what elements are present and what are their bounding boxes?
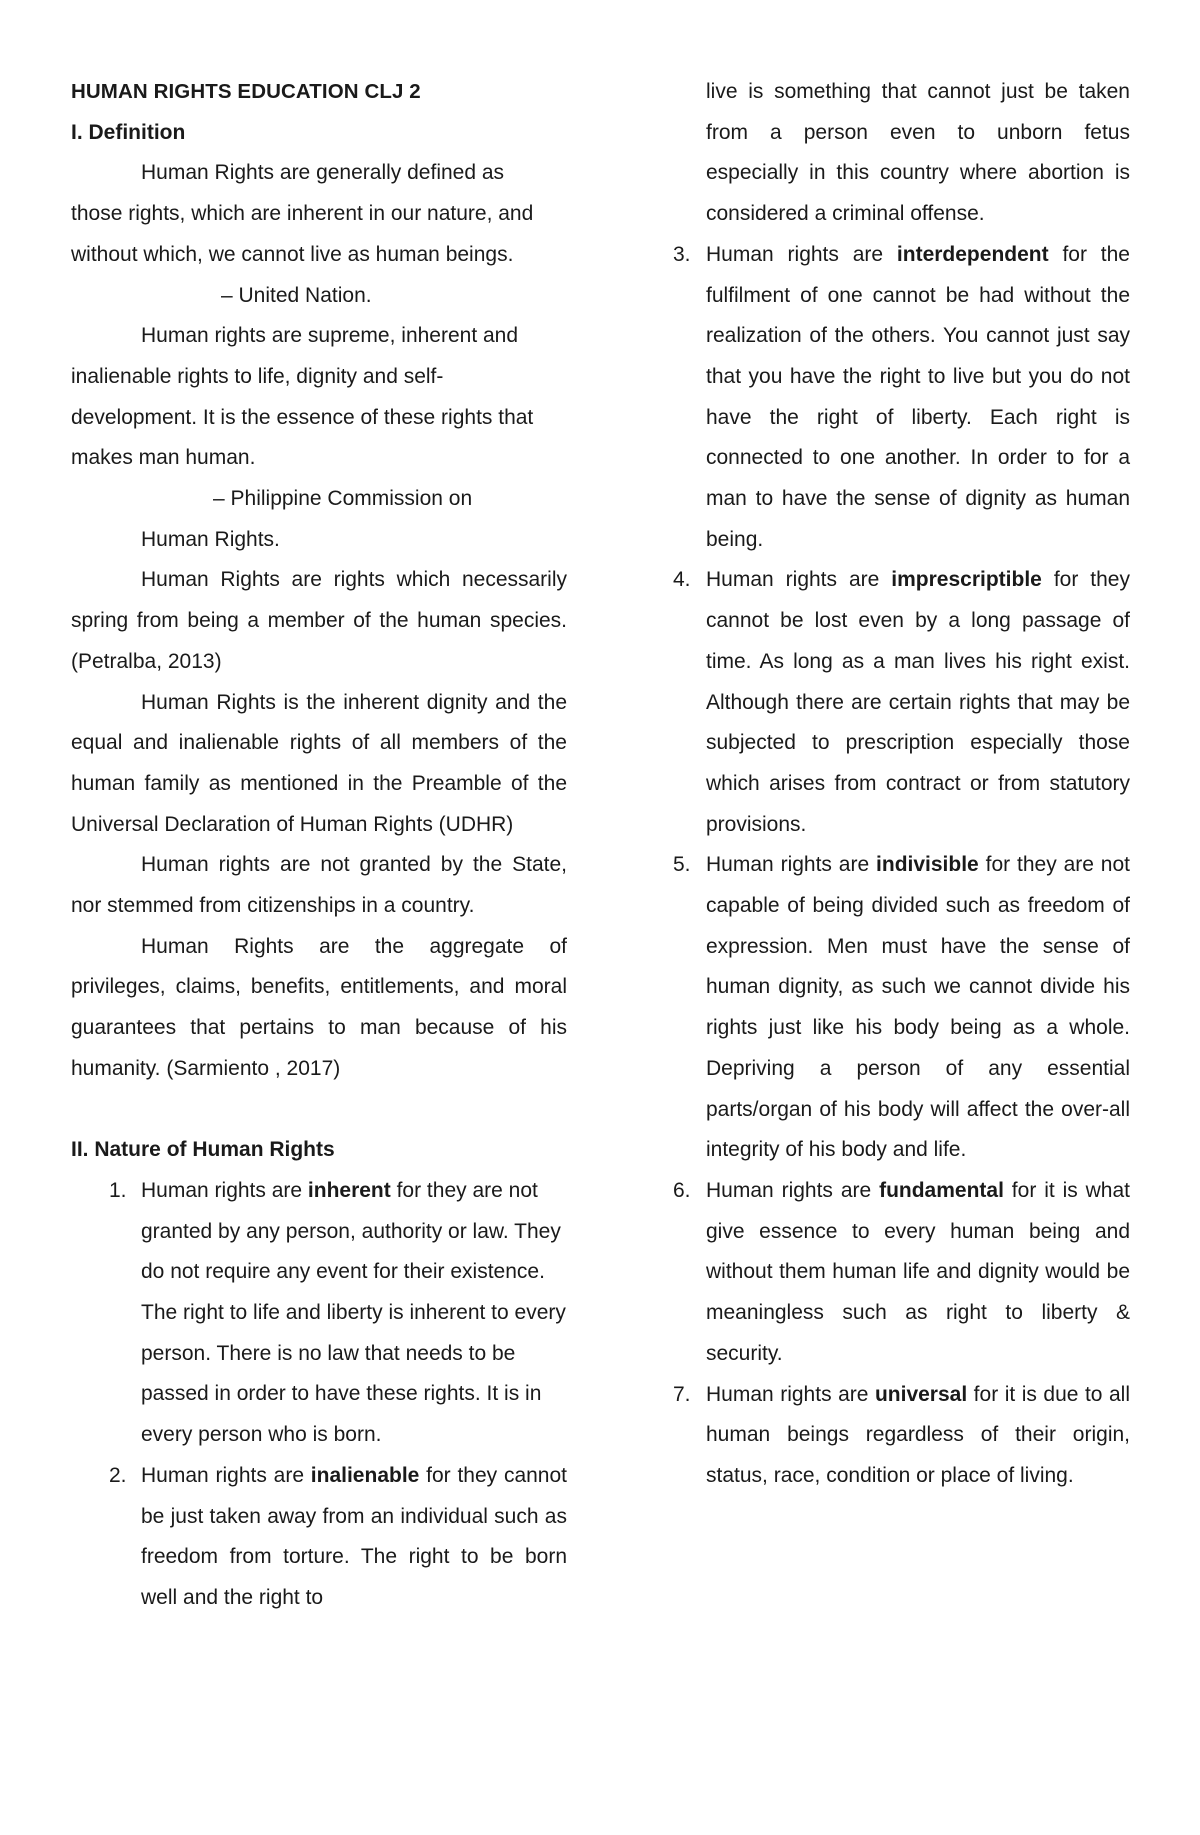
list-item <box>71 1171 567 1456</box>
list-item <box>664 235 1130 561</box>
list-item <box>664 1375 1130 1497</box>
list-item-number: 1. <box>109 1178 127 1202</box>
list-item-text: Human rights are <box>141 1178 308 1202</box>
list-item <box>664 560 1130 845</box>
definition-paragraph-udhr: Human Rights is the inherent dignity and the equal and inalienable rights of all members of the human family as mentioned in the Preamble of the Universal Declaration of Human Rights (UDHR) <box>71 690 567 836</box>
nature-list-right <box>664 235 1130 1497</box>
definition-paragraph-un: Human Rights are generally defined as those rights, which are inherent in our nature, and without which, we cannot live as human beings. <box>71 161 534 266</box>
list-item-term: imprescriptible <box>891 568 1042 592</box>
list-item-text: for the fulfilment of one cannot be had without the realization of the others. You cannot just say that you have the right to live but you do not have the right of liberty. Each right is connected to one another. In order to for a man to have the sense of dignity as human being. <box>706 242 1130 551</box>
definition-paragraph-state: Human rights are not granted by the State, nor stemmed from citizenships in a country. <box>71 853 567 918</box>
attribution-chr-line1: – Philippine Commission on <box>213 487 473 511</box>
attribution-un: – United Nation. <box>221 283 372 307</box>
list-item-text: Human rights are <box>706 853 877 877</box>
list-item <box>71 1456 567 1619</box>
nature-list-left <box>71 1171 567 1619</box>
list-item <box>664 845 1130 1171</box>
section-heading-nature: II. Nature of Human Rights <box>71 1138 335 1162</box>
list-item-text: for they cannot be lost even by a long passage of time. As long as a man lives his right exist. Although there are certain rights that may be subjected to prescription especially those which arises from contract or from statutory provisions. <box>706 568 1130 836</box>
list-item-number: 3. <box>673 242 691 266</box>
list-item-text: for they are not granted by any person, authority or law. They do not require any event for their existence. The right to life and liberty is inherent to every person. There is no law that needs to be passed in order to have these rights. It is in every person who is born. <box>141 1178 566 1447</box>
list-item-text: Human rights are <box>706 1382 875 1406</box>
list-item-text: for it is what give essence to every human being and without them human life and dignity would be meaningless such as right to liberty & security. <box>706 1178 1131 1365</box>
list-item-number: 6. <box>673 1178 691 1202</box>
list-item-term: fundamental <box>879 1178 1004 1202</box>
list-item-term: interdependent <box>896 242 1049 266</box>
list-item-text: Human rights are <box>141 1463 311 1487</box>
list-item-text: for they are not capable of being divided such as freedom of expression. Men must have the sense of human dignity, as such we cannot divide his rights just like his body being as a whole. Depriving a person of any essential parts/organ of his body will affect the over-all integrity of his body and life. <box>706 853 1130 1162</box>
list-item <box>664 1171 1130 1375</box>
list-item-number: 2. <box>109 1463 127 1487</box>
spacer <box>71 1090 567 1131</box>
left-column <box>71 72 567 1619</box>
definition-paragraph-chr: Human rights are supreme, inherent and inalienable rights to life, dignity and self-development. It is the essence of these rights that makes man human. <box>71 324 534 470</box>
definition-paragraph-petralba: Human Rights are rights which necessarily spring from being a member of the human species. (Petralba, 2013) <box>71 568 567 673</box>
list-item-text: Human rights are <box>706 1178 880 1202</box>
list-item-term: indivisible <box>876 853 979 877</box>
right-column <box>664 72 1130 1497</box>
list-item-number: 7. <box>673 1382 691 1406</box>
document-title: HUMAN RIGHTS EDUCATION CLJ 2 <box>71 80 421 103</box>
list-item-text: for they cannot be just taken away from an individual such as freedom from torture. The right to be born well and the right to <box>141 1463 567 1609</box>
list-item-term: universal <box>874 1382 968 1406</box>
list-item-number: 5. <box>673 853 691 877</box>
attribution-chr-line2: Human Rights. <box>141 527 280 551</box>
list-item-number: 4. <box>673 568 691 592</box>
list-item-continuation: live is something that cannot just be taken from a person even to unborn fetus especially in this country where abortion is considered a criminal offense. <box>706 80 1130 226</box>
section-heading-definition: I. Definition <box>71 120 186 144</box>
list-item-text: Human rights are <box>706 568 892 592</box>
definition-paragraph-sarmiento: Human Rights are the aggregate of privileges, claims, benefits, entitlements, and moral guarantees that pertains to man because of his humanity. (Sarmiento , 2017) <box>71 934 567 1080</box>
list-item-term: inalienable <box>310 1463 420 1487</box>
list-item-term: inherent <box>307 1178 391 1202</box>
list-item-text: for it is due to all human beings regardless of their origin, status, race, condition or place of living. <box>706 1382 1130 1487</box>
list-item-text: Human rights are <box>706 242 897 266</box>
